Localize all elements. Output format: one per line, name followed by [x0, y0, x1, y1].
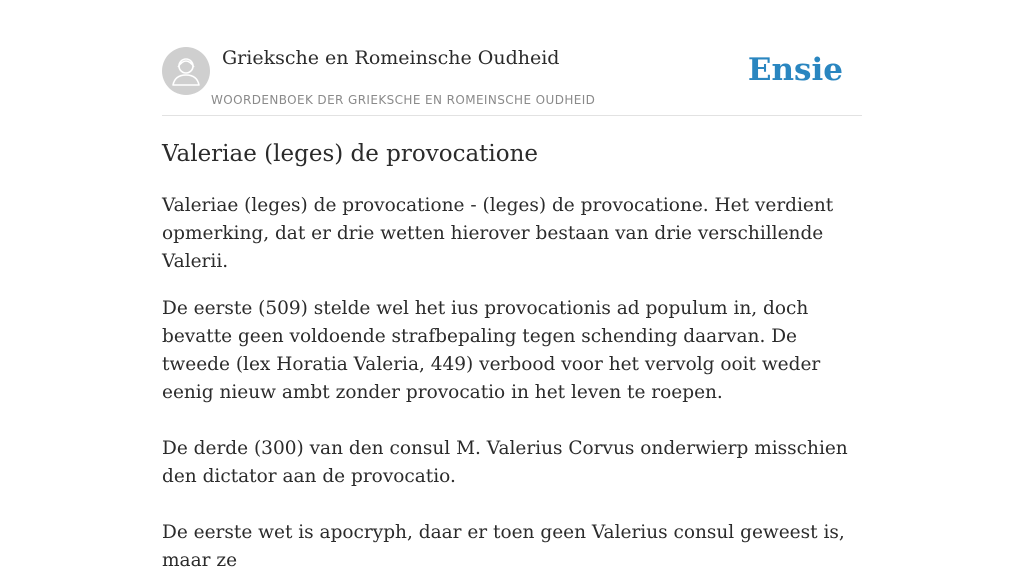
site-title[interactable]: Grieksche en Romeinsche Oudheid [222, 47, 560, 69]
user-icon [162, 47, 210, 95]
avatar[interactable] [162, 47, 210, 95]
article-paragraph: De eerste (509) stelde wel het ius provocationis ad populum in, doch bevatte geen voldoende strafbepaling tegen schending daarvan. De tweede (lex Horatia Valeria, 449) verbood voor het vervolg ooit weder eenig nieuw ambt zonder provocatio in het leven te roepen. [162, 298, 821, 403]
article-paragraph: De eerste wet is apocryph, daar er toen geen Valerius consul geweest is, maar ze [162, 522, 845, 571]
article-body [162, 192, 862, 575]
header-divider [162, 115, 862, 116]
site-subtitle: WOORDENBOEK DER GRIEKSCHE EN ROMEINSCHE OUDHEID [211, 93, 596, 107]
article-paragraph: De derde (300) van den consul M. Valerius Corvus onderwierp misschien den dictator aan de provocatio. [162, 438, 848, 487]
page-title: Valeriae (leges) de provocatione [162, 141, 539, 167]
article-paragraph: Valeriae (leges) de provocatione - (leges) de provocatione. Het verdient opmerking, dat er drie wetten hierover bestaan van drie verschillende Valerii. [162, 195, 834, 272]
brand-logo-link[interactable]: Ensie [747, 52, 843, 88]
